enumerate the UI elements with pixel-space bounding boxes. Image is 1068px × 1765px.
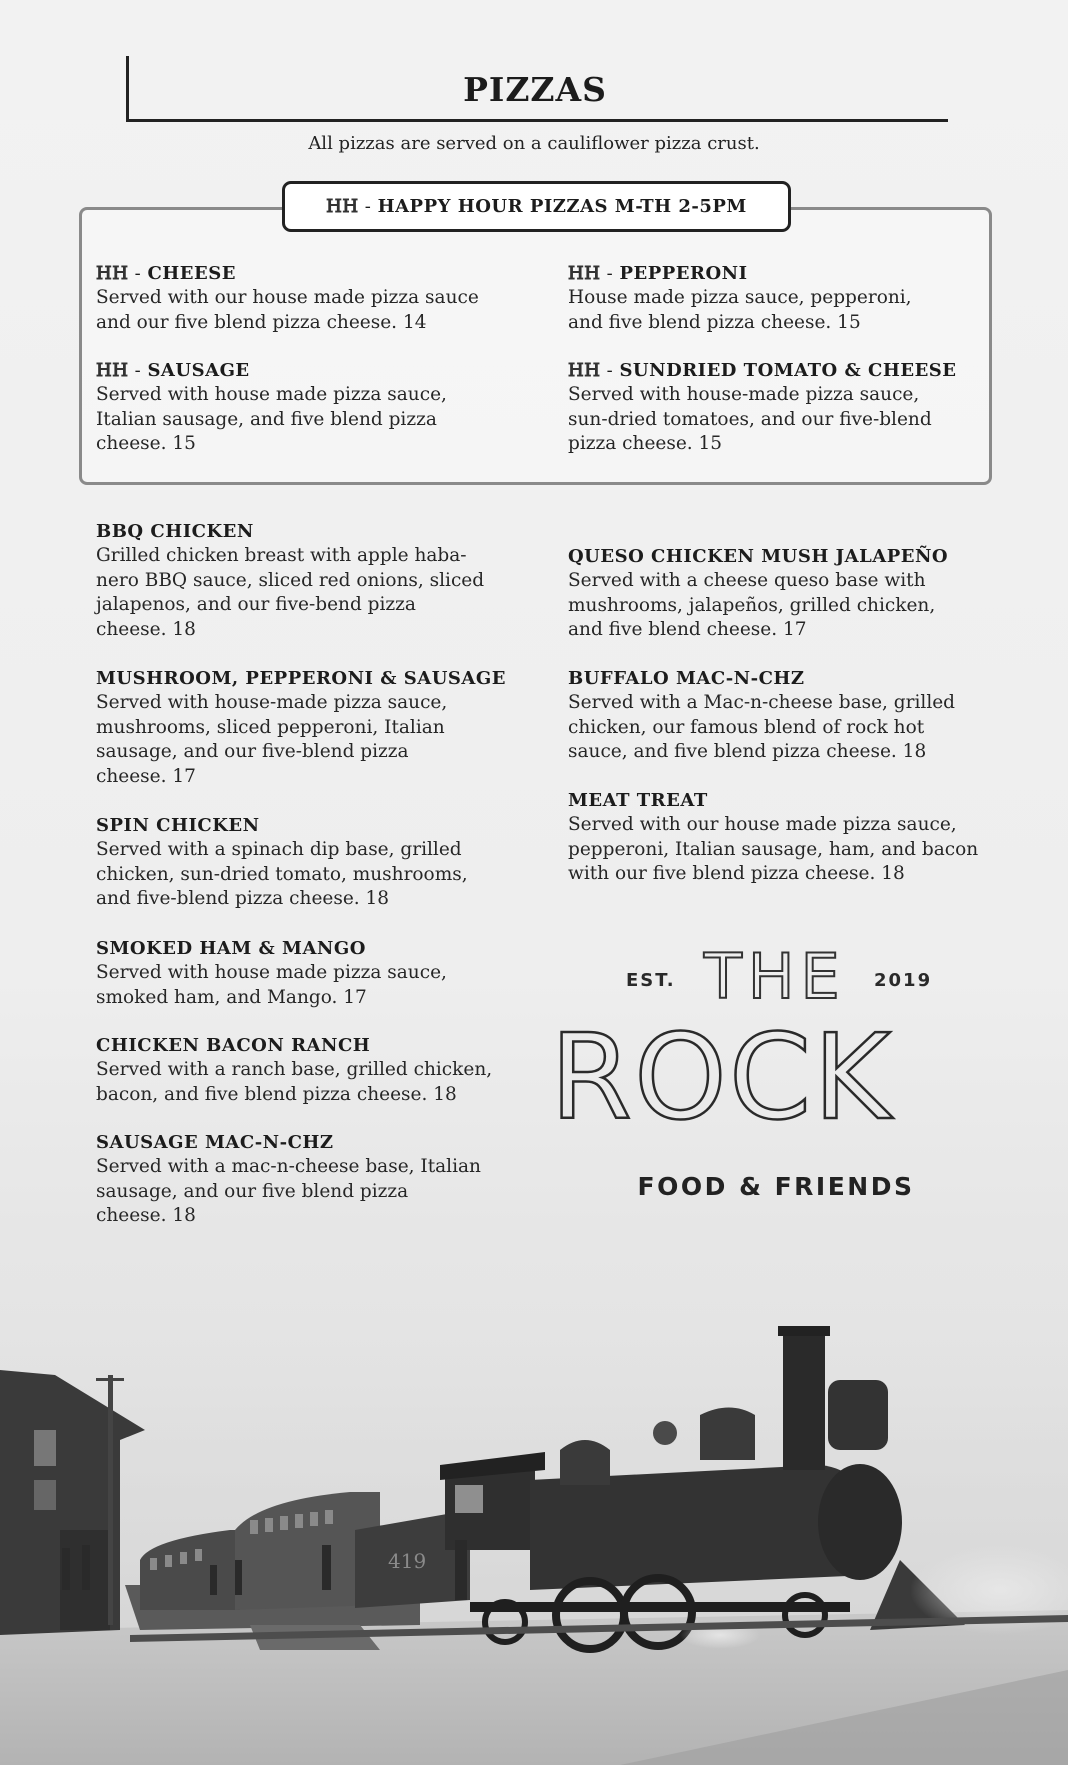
desc-line: cheese. 18: [96, 1205, 196, 1226]
desc-line: sausage, and our five-blend pizza: [96, 741, 409, 762]
happy-hour-banner: [282, 181, 791, 232]
separator: -: [128, 360, 148, 381]
desc-line: sauce, and five blend pizza cheese. 18: [568, 741, 927, 762]
desc-line: pizza cheese. 15: [568, 433, 723, 454]
desc-line: smoked ham, and Mango. 17: [96, 986, 367, 1008]
happy-hour-title: HAPPY HOUR PIZZAS M-TH 2-5PM: [377, 196, 747, 217]
menu-item-buffalo-mac-n-chz: [568, 667, 1008, 765]
menu-item-bbq-chicken: [96, 520, 516, 642]
header-rule-vertical: [126, 56, 129, 122]
item-description: [96, 961, 516, 1010]
desc-line: chicken, our famous blend of rock hot: [568, 716, 925, 738]
separator: -: [358, 196, 378, 217]
separator: -: [600, 360, 620, 381]
desc-line: Served with house-made pizza sauce,: [96, 692, 448, 713]
desc-line: and five blend pizza cheese. 15: [568, 311, 861, 333]
desc-line: mushrooms, sliced pepperoni, Italian: [96, 716, 445, 738]
menu-item-smoked-ham-mango: [96, 937, 516, 1010]
item-description: [568, 383, 988, 457]
desc-line: Served with a cheese queso base with: [568, 570, 926, 591]
item-name: CHICKEN BACON RANCH: [96, 1035, 371, 1056]
logo-est: EST.: [626, 970, 676, 991]
desc-line: Served with a Mac-n-cheese base, grilled: [568, 692, 956, 713]
engine-number: 419: [388, 1549, 427, 1573]
item-description: [568, 813, 1008, 887]
item-name: QUESO CHICKEN MUSH JALAPEÑO: [568, 546, 949, 567]
logo-the: THE: [704, 940, 846, 1013]
desc-line: Served with house-made pizza sauce,: [568, 384, 920, 405]
item-name: SPIN CHICKEN: [96, 815, 260, 836]
logo-rock: ROCK: [550, 1008, 893, 1146]
desc-line: Served with our house made pizza sauce: [96, 287, 479, 308]
hh-code: HH: [568, 360, 601, 381]
item-description: [96, 1155, 516, 1229]
item-name: SAUSAGE: [147, 360, 250, 381]
menu-item-mushroom-pepperoni-sausage: [96, 667, 536, 789]
desc-line: Served with house made pizza sauce,: [96, 384, 447, 405]
item-description: [96, 544, 516, 642]
desc-line: jalapenos, and our five-bend pizza: [96, 594, 416, 615]
item-description: [568, 286, 988, 335]
item-name: PEPPERONI: [619, 263, 748, 284]
logo-tagline: FOOD & FRIENDS: [637, 1172, 915, 1201]
desc-line: sun-dried tomatoes, and our five-blend: [568, 408, 932, 430]
item-description: [96, 838, 516, 912]
item-name: BBQ CHICKEN: [96, 521, 254, 542]
menu-item-hh-cheese: [96, 262, 516, 335]
desc-line: Italian sausage, and five blend pizza: [96, 408, 437, 430]
item-description: [96, 286, 516, 335]
hh-code: HH: [96, 360, 129, 381]
header-rule-horizontal: [126, 119, 948, 122]
hh-code: HH: [326, 196, 359, 217]
item-description: [96, 691, 536, 789]
item-name: MUSHROOM, PEPPERONI & SAUSAGE: [96, 668, 506, 689]
item-description: [568, 691, 1008, 765]
steam-train-photo: [0, 1230, 1068, 1765]
desc-line: with our five blend pizza cheese. 18: [568, 863, 905, 884]
desc-line: bacon, and five blend pizza cheese. 18: [96, 1083, 457, 1105]
desc-line: mushrooms, jalapeños, grilled chicken,: [568, 594, 936, 616]
item-description: [96, 1058, 516, 1107]
desc-line: sausage, and our five blend pizza: [96, 1180, 409, 1202]
item-name: SMOKED HAM & MANGO: [96, 938, 366, 959]
desc-line: and five-blend pizza cheese. 18: [96, 888, 390, 909]
page-subtitle: All pizzas are served on a cauliflower pizza crust.: [308, 133, 760, 154]
item-name: BUFFALO MAC-N-CHZ: [568, 668, 805, 689]
hh-code: HH: [568, 263, 601, 284]
desc-line: cheese. 17: [96, 765, 196, 787]
desc-line: pepperoni, Italian sausage, ham, and bacon: [568, 838, 979, 860]
desc-line: Served with a mac-n-cheese base, Italian: [96, 1156, 481, 1177]
desc-line: and five blend cheese. 17: [568, 619, 807, 640]
desc-line: and our five blend pizza cheese. 14: [96, 311, 427, 333]
desc-line: chicken, sun-dried tomato, mushrooms,: [96, 863, 468, 885]
menu-item-queso-chicken: [568, 545, 1008, 643]
logo-year: 2019: [874, 970, 933, 991]
item-name: SUNDRIED TOMATO & CHEESE: [619, 360, 957, 381]
desc-line: House made pizza sauce, pepperoni,: [568, 287, 912, 308]
desc-line: Served with house made pizza sauce,: [96, 962, 447, 983]
item-name: MEAT TREAT: [568, 790, 708, 811]
restaurant-logo: [550, 940, 996, 1210]
telegraph-pole: [108, 1375, 113, 1625]
desc-line: Served with our house made pizza sauce,: [568, 814, 957, 835]
item-name: SAUSAGE MAC-N-CHZ: [96, 1132, 334, 1153]
menu-item-hh-sausage: [96, 359, 516, 457]
menu-item-hh-pepperoni: [568, 262, 988, 335]
desc-line: Served with a ranch base, grilled chicken,: [96, 1059, 493, 1080]
desc-line: cheese. 18: [96, 618, 196, 640]
desc-line: Grilled chicken breast with apple haba-: [96, 545, 467, 566]
desc-line: Served with a spinach dip base, grilled: [96, 839, 462, 860]
menu-item-sausage-mac-n-chz: [96, 1131, 516, 1229]
menu-item-meat-treat: [568, 789, 1008, 887]
page-title: PIZZAS: [463, 70, 607, 109]
item-name: CHEESE: [147, 263, 236, 284]
separator: -: [600, 263, 620, 284]
menu-item-chicken-bacon-ranch: [96, 1034, 516, 1107]
item-description: [568, 569, 1008, 643]
menu-item-hh-sundried-tomato: [568, 359, 988, 457]
menu-item-spin-chicken: [96, 814, 516, 912]
desc-line: cheese. 15: [96, 433, 196, 454]
hh-code: HH: [96, 263, 129, 284]
separator: -: [128, 263, 148, 284]
item-description: [96, 383, 516, 457]
desc-line: nero BBQ sauce, sliced red onions, sliced: [96, 569, 485, 591]
